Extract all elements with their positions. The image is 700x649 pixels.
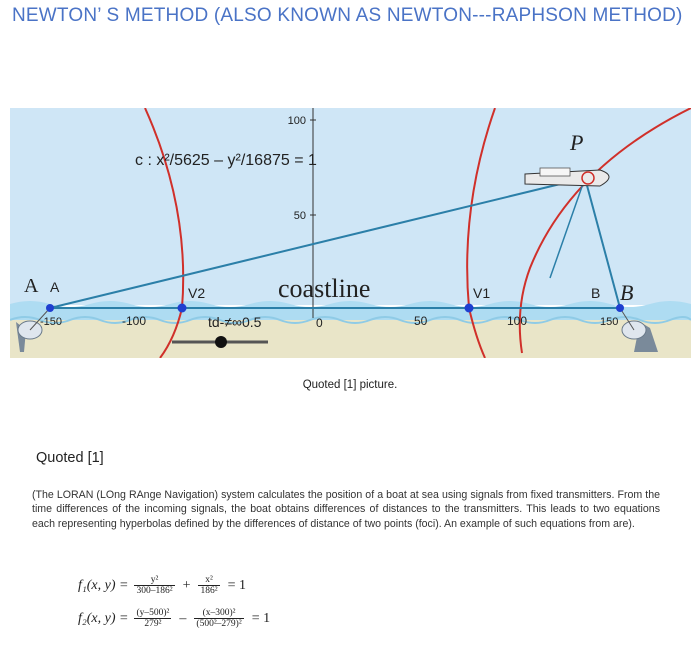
point-P-label: P bbox=[570, 130, 584, 155]
x-tick-label-0: 0 bbox=[316, 316, 323, 330]
equation-f2-term1: $\frac{\text{(y–500)²}}{\text{279²}}$ bbox=[136, 608, 170, 629]
slider-handle[interactable] bbox=[215, 336, 227, 348]
equation-f1-operator: + bbox=[182, 577, 191, 593]
x-tick-label-50: 50 bbox=[414, 314, 428, 328]
point-V1 bbox=[465, 304, 474, 313]
quoted-heading: Quoted [1] bbox=[36, 450, 104, 466]
point-B-label: B bbox=[620, 280, 634, 305]
equation-f2-rhs: = 1 bbox=[251, 610, 271, 626]
point-A-small-label: A bbox=[50, 279, 60, 295]
point-V2 bbox=[178, 304, 187, 313]
point-B-small-label: B bbox=[591, 285, 601, 301]
sea-strip bbox=[10, 301, 691, 320]
y-tick-label-50: 50 bbox=[293, 210, 306, 222]
point-A-label: A bbox=[24, 275, 39, 297]
coastline-label: coastline bbox=[278, 274, 371, 303]
x-tick-label-150: 150 bbox=[600, 316, 619, 328]
point-A bbox=[46, 304, 54, 312]
description-paragraph: (The LORAN (LOng RAnge Navigation) system calculates the position of a boat at sea using signals from fixed transmitters. From the time differences of the incoming signals, the boat obtains differences of distances to the transmitters. This leads to two equations each representing hyperbolas defined by the differences of distance of two points (foci). An example of such equations from are). bbox=[32, 489, 660, 530]
x-tick-label--150: -150 bbox=[40, 316, 63, 328]
point-B bbox=[616, 304, 624, 312]
slider-label: td-≠∞0.5 bbox=[208, 314, 262, 330]
point-V2-label: V2 bbox=[188, 285, 206, 301]
equation-f2-lhs: f₂(x, y) = bbox=[78, 610, 129, 626]
page-title: NEWTON’ S METHOD (ALSO KNOWN AS NEWTON---RAPHSON METHOD) bbox=[12, 5, 683, 26]
equation-f1-term2: $\frac{\text{x²}}{\text{186²}}$ bbox=[200, 575, 218, 596]
equation-f1 bbox=[78, 575, 248, 596]
x-tick-label-100: 100 bbox=[507, 314, 528, 328]
equation-f1-lhs: f₁(x, y) = bbox=[78, 577, 129, 593]
equation-f2-operator: – bbox=[179, 610, 187, 626]
conic-equation-label: c : x²/5625 – y²/16875 = 1 bbox=[135, 152, 317, 169]
equation-f1-rhs: = 1 bbox=[227, 577, 246, 593]
y-tick-label-100: 100 bbox=[287, 115, 306, 127]
equation-f1-term1: $\frac{\text{y²}}{\text{300–186²}}$ bbox=[136, 575, 173, 596]
x-tick-label--100: -100 bbox=[122, 314, 147, 328]
loran-figure bbox=[10, 108, 691, 358]
point-V1-label: V1 bbox=[473, 285, 491, 301]
equation-f2-term2: $\frac{\text{(x–300)²}}{\text{(500²–279)²}}$ bbox=[196, 608, 242, 629]
equation-f2 bbox=[78, 608, 272, 629]
figure-caption: Quoted [1] picture. bbox=[302, 379, 398, 391]
